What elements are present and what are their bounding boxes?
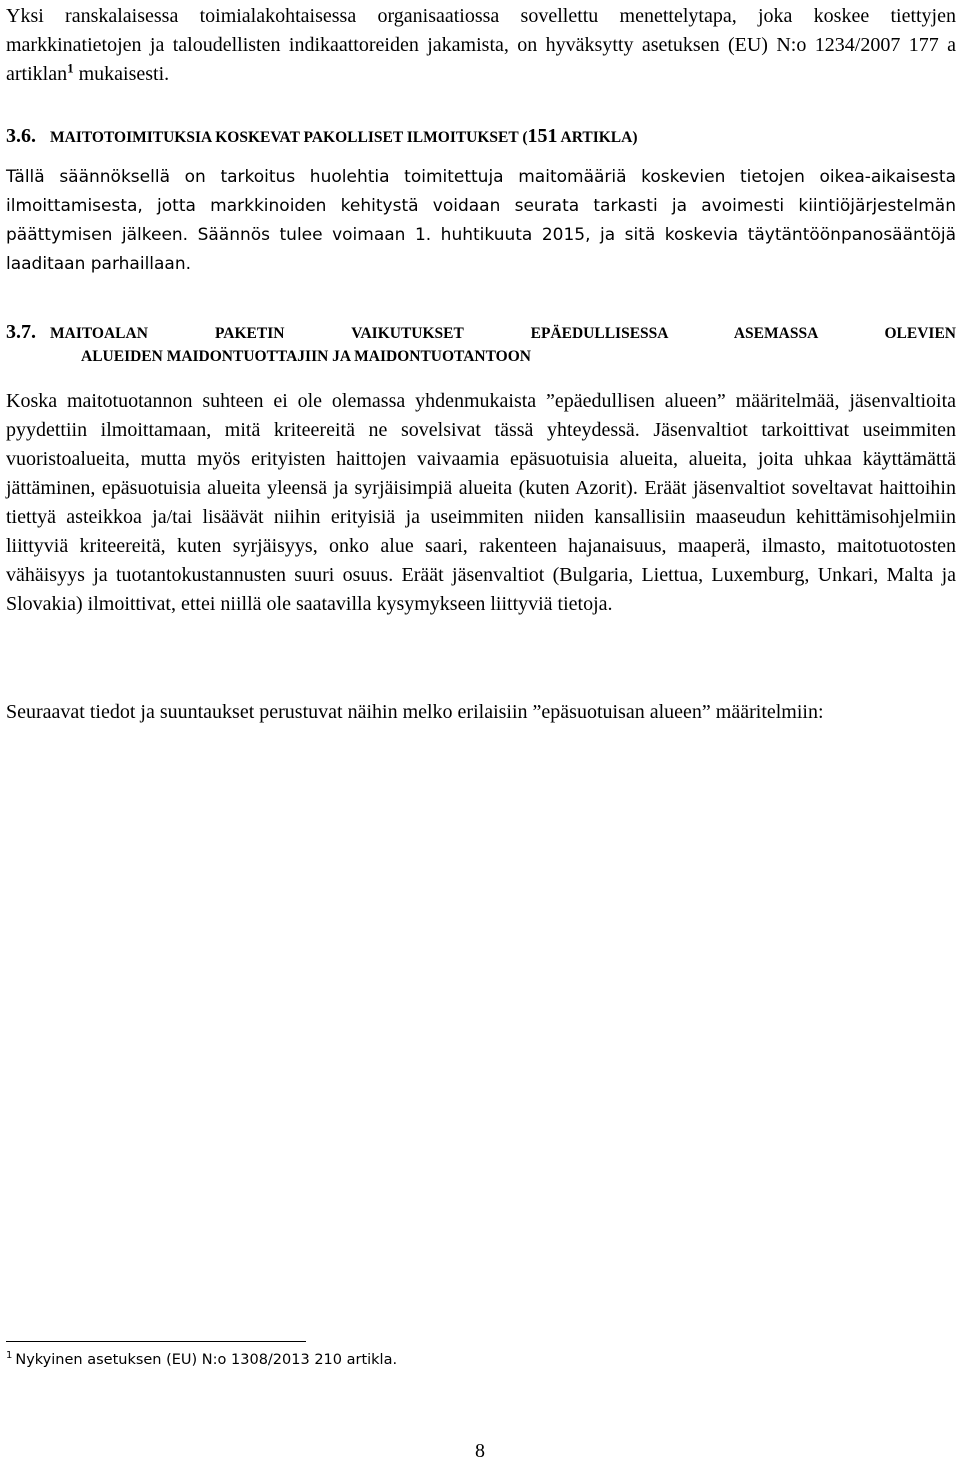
- intro-text: Yksi ranskalaisessa toimialakohtaisessa organisaatiossa sovellettu menettelytapa, joka koskee tiettyjen markkinatietojen ja taloudellisten indikaattoreiden jakamista, on hyväksytty asetuksen (EU) N:o 1234/2007 177 a artiklan: [6, 5, 956, 85]
- footnote-reference[interactable]: 1: [67, 60, 74, 76]
- section-3-7-heading: [6, 318, 956, 368]
- section-3-7-title-line1: [6, 318, 956, 348]
- section-title: MAITOTOIMITUKSIA KOSKEVAT PAKOLLISET ILMOITUKSET (: [50, 129, 528, 146]
- section-3-7-title-line2: ALUEIDEN MAIDONTUOTTAJIIN JA MAIDONTUOTANTOON: [81, 348, 531, 365]
- section-title: MAITOALAN PAKETIN VAIKUTUKSET EPÄEDULLISESSA ASEMASSA OLEVIEN: [50, 325, 956, 342]
- section-number: 3.7.: [6, 321, 36, 343]
- footnote-text: Nykyinen asetuksen (EU) N:o 1308/2013 210 artikla.: [15, 1352, 398, 1368]
- section-3-7-body-continued: Seuraavat tiedot ja suuntaukset perustuvat näihin melko erilaisiin ”epäsuotuisan alueen” määritelmiin:: [6, 701, 824, 723]
- section-number: 3.6.: [6, 125, 36, 147]
- intro-paragraph: [6, 2, 956, 89]
- footnote-marker: 1: [6, 1350, 13, 1362]
- page-number: 8: [475, 1440, 485, 1462]
- footnote-divider: [6, 1341, 306, 1342]
- section-3-6-body: Tällä säännöksellä on tarkoitus huolehtia toimitettuja maitomääriä koskevien tietojen oikea-aikaisesta ilmoittamisesta, jotta markkinoiden kehitystä voidaan seurata tarkasti ja avoimesti kiintiöjärjestelmän päättymisen jälkeen. Säännös tulee voimaan 1. huhtikuuta 2015, ja sitä koskevia täytäntöönpanosääntöjä laaditaan parhaillaan.: [6, 167, 956, 274]
- section-title-end: ARTIKLA): [557, 129, 638, 146]
- section-title-article: 151: [527, 125, 558, 147]
- intro-tail: mukaisesti.: [73, 63, 170, 85]
- section-3-6-heading: [6, 122, 956, 152]
- section-3-7-body: Koska maitotuotannon suhteen ei ole olemassa yhdenmukaista ”epäedullisen alueen” määritelmää, jäsenvaltioita pyydettiin ilmoittamaan, mitä kriteereitä ne sovelsivat tässä yhteydessä. Jäsenvaltiot tarkoittivat useimmiten vuoristoalueita, mutta myös erityisten haittojen vaivaamia epäsuotuisia alueita, alueita, joita uhkaa käyttämättä jättäminen, epäsuotuisia alueita yleensä ja syrjäisimpiä alueita (kuten Azorit). Eräät jäsenvaltiot soveltavat haittoihin tiettyä asteikkoa ja/tai lisäävät niihin erityisiä ja useimmiten niiden kansallisiin maaseudun kehittämisohjelmiin liittyviä kriteereitä, kuten syrjäisyys, onko alue saari, rakenteen hajanaisuus, maaperä, ilmasto, maitotuotosten vähäisyys ja tuotantokustannusten suuri osuus. Eräät jäsenvaltiot (Bulgaria, Liettua, Luxemburg, Unkari, Malta ja Slovakia) ilmoittivat, ettei niillä ole saatavilla kysymykseen liittyviä tietoja.: [6, 390, 956, 615]
- footnote: [6, 1350, 397, 1370]
